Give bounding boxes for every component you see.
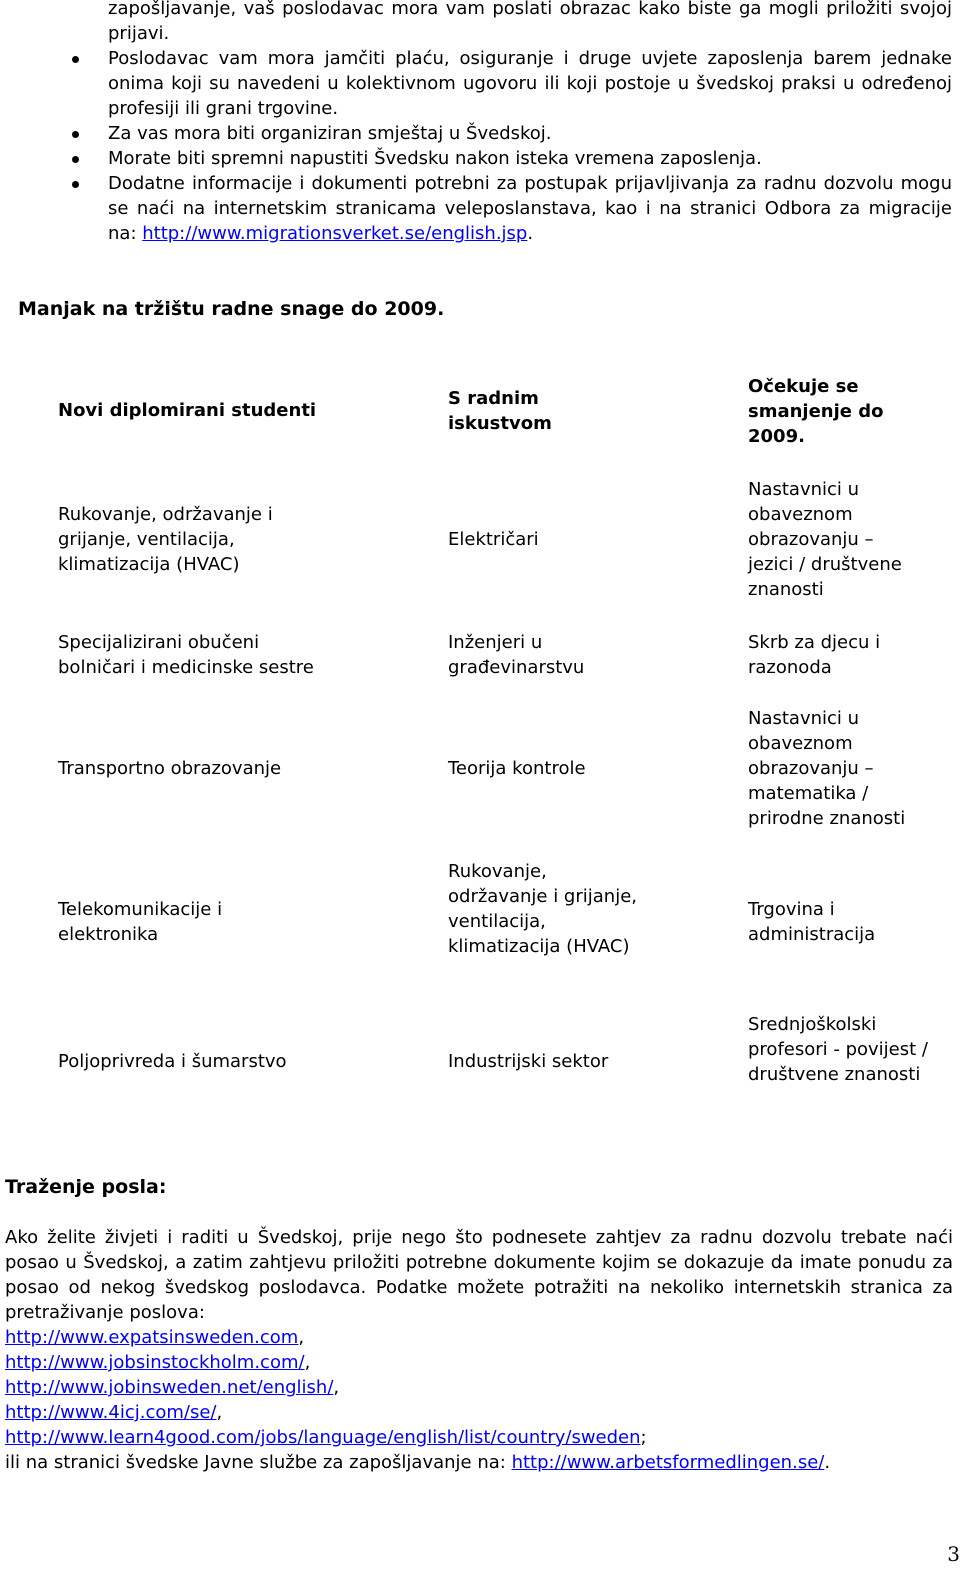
- learn4good-link[interactable]: http://www.learn4good.com/jobs/language/english/list/country/sweden: [5, 1427, 641, 1448]
- table-cell: Industrijski sektor: [448, 1051, 609, 1072]
- table-cell: Poljoprivreda i šumarstvo: [58, 1051, 287, 1072]
- page-number: 3: [947, 1542, 960, 1566]
- job-search-paragraph: [5, 1225, 953, 1475]
- table-cell: Teorija kontrole: [448, 758, 586, 779]
- table-cell: Nastavnici u obaveznom obrazovanju – matematika / prirodne znanosti: [748, 708, 906, 829]
- separator: ,: [304, 1352, 311, 1373]
- jobinsweden-link[interactable]: http://www.jobinsweden.net/english/: [5, 1377, 334, 1398]
- table-cell: Rukovanje, održavanje i grijanje, ventilacija, klimatizacija (HVAC): [58, 504, 273, 575]
- list-item-text: Dodatne informacije i dokumenti potrebni za postupak prijavljivanja za radnu dozvolu mogu se naći na internetskim stranicama veleposlanstava, kao i na stranici Odbora za migracije na:: [108, 173, 952, 244]
- requirements-list: [72, 46, 952, 246]
- separator: ,: [216, 1402, 223, 1423]
- bullet-icon: [72, 156, 79, 163]
- table-cell: Električari: [448, 529, 539, 550]
- separator: ,: [333, 1377, 340, 1398]
- list-item-text: Morate biti spremni napustiti Švedsku nakon isteka vremena zaposlenja.: [108, 148, 762, 169]
- final-line: [5, 1450, 953, 1475]
- list-item: [72, 121, 952, 146]
- table-cell: Specijalizirani obučeni bolničari i medicinske sestre: [58, 632, 314, 678]
- shortage-heading: Manjak na tržištu radne snage do 2009.: [18, 298, 445, 320]
- list-item-text: Za vas mora biti organiziran smještaj u Švedskoj.: [108, 123, 552, 144]
- separator: ,: [298, 1327, 305, 1348]
- column-header: Novi diplomirani studenti: [58, 400, 317, 421]
- intro-block: [72, 0, 952, 46]
- intro-continuation-text: zapošljavanje, vaš poslodavac mora vam poslati obrazac kako biste ga mogli priložiti svojoj prijavi.: [108, 0, 952, 44]
- bullet-icon: [72, 131, 79, 138]
- list-item: [72, 46, 952, 121]
- list-item: [72, 146, 952, 171]
- table-cell: Skrb za djecu i razonoda: [748, 632, 881, 678]
- column-header: S radnim iskustvom: [448, 388, 552, 434]
- arbetsformedlingen-link[interactable]: http://www.arbetsformedlingen.se/: [511, 1452, 825, 1473]
- table-cell: Srednjoškolski profesori - povijest / društvene znanosti: [748, 1014, 928, 1085]
- table-cell: Transportno obrazovanje: [58, 758, 282, 779]
- bullet-icon: [72, 56, 79, 63]
- link-line: [5, 1325, 953, 1350]
- list-item: [72, 171, 952, 246]
- table-cell: Nastavnici u obaveznom obrazovanju – jezici / društvene znanosti: [748, 479, 902, 600]
- table-cell: Rukovanje, održavanje i grijanje, ventilacija, klimatizacija (HVAC): [448, 861, 637, 957]
- link-line: [5, 1375, 953, 1400]
- column-header: Očekuje se smanjenje do 2009.: [748, 376, 884, 447]
- jobsinstockholm-link[interactable]: http://www.jobsinstockholm.com/: [5, 1352, 305, 1373]
- table-cell: Telekomunikacije i elektronika: [58, 899, 223, 945]
- table-cell: Trgovina i administracija: [748, 899, 876, 945]
- final-text: ili na stranici švedske Javne službe za zapošljavanje na:: [5, 1452, 512, 1473]
- list-item-text: Poslodavac vam mora jamčiti plaću, osiguranje i druge uvjete zaposlenja barem jednake onima koji su navedeni u kolektivnom ugovoru ili koji postoje u švedskoj praksi u određenoj profesiji ili grani trgovine.: [108, 48, 952, 119]
- 4icj-link[interactable]: http://www.4icj.com/se/: [5, 1402, 217, 1423]
- job-search-heading: Traženje posla:: [5, 1176, 167, 1198]
- list-item-end: .: [527, 223, 534, 244]
- final-end: .: [824, 1452, 831, 1473]
- separator: ;: [640, 1427, 647, 1448]
- link-line: [5, 1350, 953, 1375]
- link-line: [5, 1400, 953, 1425]
- expatsinsweden-link[interactable]: http://www.expatsinsweden.com: [5, 1327, 299, 1348]
- job-search-text: Ako želite živjeti i raditi u Švedskoj, prije nego što podnesete zahtjev za radnu dozvolu trebate naći posao u Švedskoj, a zatim zahtjevu priložiti potrebne dokumente kojim se dokazuje da imate ponudu za posao od nekog švedskog poslodavca. Podatke možete potražiti na nekoliko internetskih stranica za pretraživanje poslova:: [5, 1227, 953, 1323]
- link-line: [5, 1425, 953, 1450]
- bullet-icon: [72, 181, 79, 188]
- table-cell: Inženjeri u građevinarstvu: [448, 632, 585, 678]
- migration-board-link[interactable]: http://www.migrationsverket.se/english.jsp: [142, 223, 528, 244]
